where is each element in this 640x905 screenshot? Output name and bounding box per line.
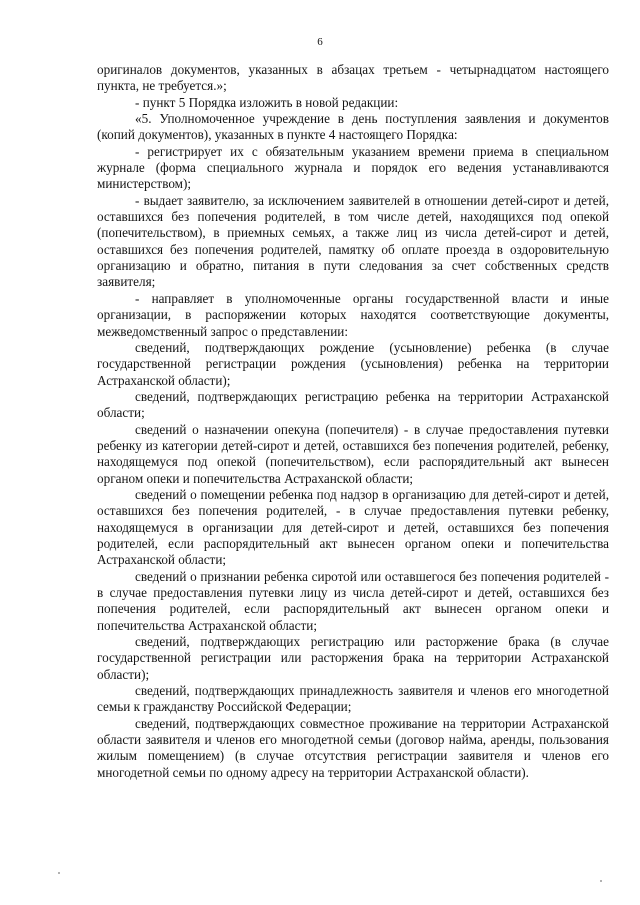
paragraph-point-5: «5. Уполномоченное учреждение в день поступления заявления и документов (копий документов), указанных в пункте 4 настоящего Порядка: [97,111,609,143]
page-number: 6 [317,36,323,48]
paragraph-guardian-info: сведений о назначении опекуна (попечителя) - в случае предоставления путевки ребенку из категории детей-сирот и детей, оставшихся без попечения родителей, ребенку, находящемуся под опекой (попечительством), если распорядительный акт вынесен органом опеки и попечительства Астраханской области; [97,421,609,486]
scan-speck [600,880,602,882]
paragraph-registration-info: сведений, подтверждающих регистрацию ребенка на территории Астраханской области; [97,388,609,421]
paragraph-supervision-info: сведений о помещении ребенка под надзор в организацию для детей-сирот и детей, оставшихся без попечения родителей, - в случае предоставления путевки ребенку, находящемуся в организации для детей-сирот и детей, оставшихся без попечения родителей, если распорядительный акт вынесен органом опеки и попечительства Астраханской области; [97,486,609,568]
paragraph-cohabitation-info: сведений, подтверждающих совместное проживание на территории Астраханской области заявителя и членов его многодетной семьи (договор найма, аренды, пользования жилым помещением) (в случае отсутствия регистрации заявителя и членов его многодетной семьи по одному адресу на территории Астраханской области). [97,715,609,780]
paragraph-amendment-intro: - пункт 5 Порядка изложить в новой редакции: [135,94,399,110]
paragraph-issues-memo: - выдает заявителю, за исключением заявителей в отношении детей-сирот и детей, оставшихся без попечения родителей, в том числе детей, находящихся под опекой (попечительством), в приемных семьях, а также лиц из числа детей-сирот и детей, оставшихся без попечения родителей, памятку об оплате проезда в оздоровительную организацию и обратно, питания в пути следования за счет собственных средств заявителя; [97,192,609,290]
paragraph-marriage-info: сведений, подтверждающих регистрацию или расторжение брака (в случае государственной регистрации или расторжения брака на территории Астраханской области); [97,634,609,682]
paragraph-continuation: оригиналов документов, указанных в абзацах третьем - четырнадцатом настоящего пункта, не требуется.»; [97,62,609,94]
paragraph-sends-request: - направляет в уполномоченные органы государственной власти и иные организации, в распоряжении которых находятся соответствующие документы, межведомственный запрос о представлении: [97,290,609,339]
paragraph-birth-info: сведений, подтверждающих рождение (усыновление) ребенка (в случае государственной регистрации рождения (усыновления) ребенка на территории Астраханской области); [97,339,609,388]
paragraph-citizenship-info: сведений, подтверждающих принадлежность заявителя и членов его многодетной семьи к гражданству Российской Федерации; [97,683,609,715]
paragraph-registers: - регистрирует их с обязательным указанием времени приема в специальном журнале (форма специального журнала и порядок его ведения устанавливаются министерством); [97,143,609,192]
document-body [97,62,609,781]
scan-speck [58,872,60,874]
paragraph-orphan-status-info: сведений о признании ребенка сиротой или оставшегося без попечения родителей - в случае предоставления путевки лицу из числа детей-сирот и детей, оставшихся без попечения родителей, если распорядительный акт вынесен органом опеки и попечительства Астраханской области; [97,568,609,633]
